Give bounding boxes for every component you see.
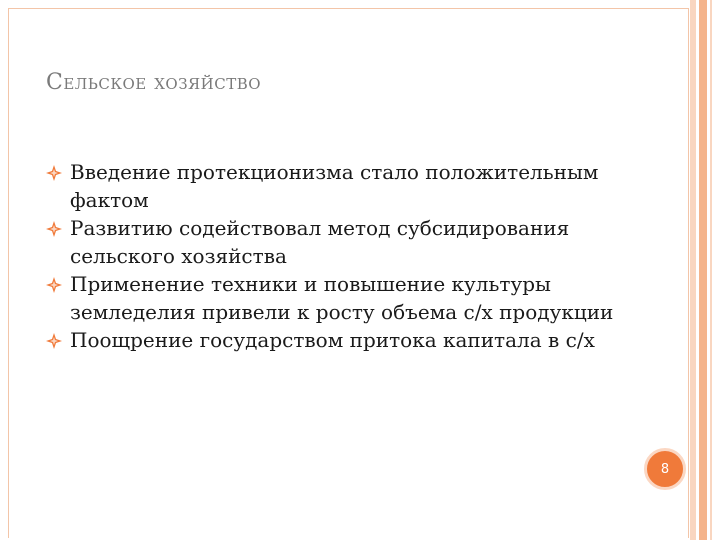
bullet-text: Применение техники и повышение культуры земледелия привели к росту объема с/х продукции: [70, 272, 614, 324]
decorative-bar: [690, 0, 696, 540]
bullet-item: [46, 326, 636, 354]
bullet-list: [46, 158, 636, 354]
bullet-text: Введение протекционизма стало положительным фактом: [70, 160, 599, 212]
bullet-item: [46, 214, 636, 270]
decorative-edge-bar: [710, 0, 712, 540]
decorative-accent-bar: [699, 0, 707, 540]
bullet-text: Поощрение государством притока капитала в с/х: [70, 328, 595, 352]
diamond-star-icon: [46, 165, 62, 181]
bullet-item: [46, 270, 636, 326]
diamond-star-icon: [46, 277, 62, 293]
page-number-badge: 8: [644, 448, 686, 490]
bullet-text: Развитию содействовал метод субсидирования сельского хозяйства: [70, 216, 570, 268]
slide-title: Сельское хозяйство: [46, 70, 262, 95]
diamond-star-icon: [46, 333, 62, 349]
diamond-star-icon: [46, 221, 62, 237]
bullet-item: [46, 158, 636, 214]
